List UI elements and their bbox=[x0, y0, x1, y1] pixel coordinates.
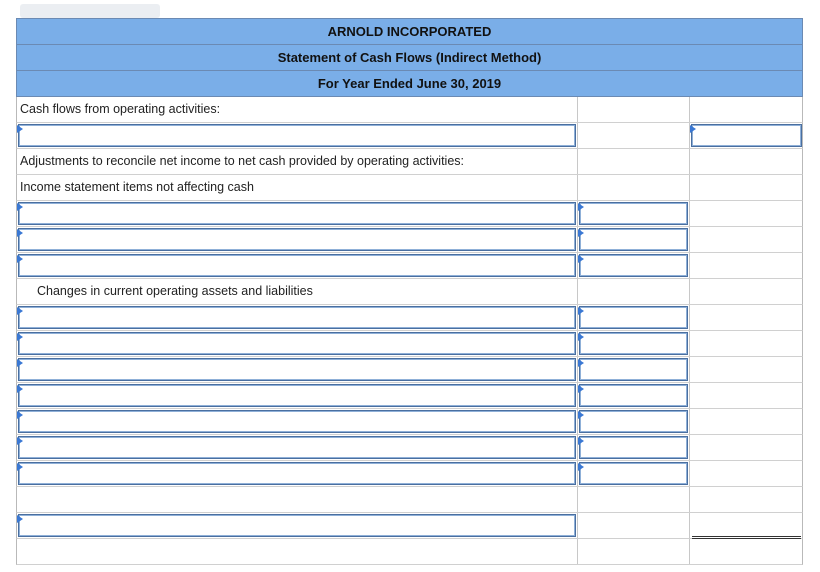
statement-period: For Year Ended June 30, 2019 bbox=[16, 70, 803, 97]
dropdown-arrow-icon[interactable] bbox=[578, 385, 584, 393]
net-income-amount-input[interactable] bbox=[691, 124, 802, 147]
dropdown-arrow-icon[interactable] bbox=[578, 203, 584, 211]
dropdown-arrow-icon[interactable] bbox=[690, 125, 696, 133]
dropdown-arrow-icon[interactable] bbox=[578, 463, 584, 471]
table-row bbox=[16, 97, 803, 123]
adjustment-item-input[interactable] bbox=[18, 202, 576, 225]
table-row bbox=[16, 123, 803, 149]
change-amount-input[interactable] bbox=[579, 410, 688, 433]
dropdown-arrow-icon[interactable] bbox=[578, 437, 584, 445]
dropdown-arrow-icon[interactable] bbox=[17, 229, 23, 237]
table-row bbox=[16, 383, 803, 409]
table-row bbox=[16, 409, 803, 435]
table-row bbox=[16, 461, 803, 487]
dropdown-arrow-icon[interactable] bbox=[578, 359, 584, 367]
change-amount-input[interactable] bbox=[579, 332, 688, 355]
table-row bbox=[16, 227, 803, 253]
table-row bbox=[16, 201, 803, 227]
change-item-input[interactable] bbox=[18, 306, 576, 329]
table-row bbox=[16, 175, 803, 201]
dropdown-arrow-icon[interactable] bbox=[17, 333, 23, 341]
change-item-input[interactable] bbox=[18, 462, 576, 485]
table-row bbox=[16, 279, 803, 305]
adjustment-amount-input[interactable] bbox=[579, 228, 688, 251]
change-item-input[interactable] bbox=[18, 410, 576, 433]
change-item-input[interactable] bbox=[18, 358, 576, 381]
total-rule bbox=[692, 536, 801, 537]
change-item-input[interactable] bbox=[18, 436, 576, 459]
change-amount-input[interactable] bbox=[579, 306, 688, 329]
change-item-input[interactable] bbox=[18, 332, 576, 355]
table-row bbox=[16, 487, 803, 513]
table-row bbox=[16, 357, 803, 383]
table-row bbox=[16, 305, 803, 331]
dropdown-arrow-icon[interactable] bbox=[17, 463, 23, 471]
adjustment-amount-input[interactable] bbox=[579, 254, 688, 277]
change-amount-input[interactable] bbox=[579, 358, 688, 381]
table-row bbox=[16, 149, 803, 175]
dropdown-arrow-icon[interactable] bbox=[17, 203, 23, 211]
net-cash-operating-label-input[interactable] bbox=[18, 514, 576, 537]
net-income-label-input[interactable] bbox=[18, 124, 576, 147]
statement-title: Statement of Cash Flows (Indirect Method) bbox=[16, 44, 803, 70]
table-row bbox=[16, 331, 803, 357]
adjustment-item-input[interactable] bbox=[18, 254, 576, 277]
dropdown-arrow-icon[interactable] bbox=[578, 411, 584, 419]
table-row bbox=[16, 539, 803, 565]
company-name: ARNOLD INCORPORATED bbox=[16, 18, 803, 44]
dropdown-arrow-icon[interactable] bbox=[17, 255, 23, 263]
cash-flow-statement-table bbox=[16, 18, 803, 565]
dropdown-arrow-icon[interactable] bbox=[17, 359, 23, 367]
adjustment-amount-input[interactable] bbox=[579, 202, 688, 225]
dropdown-arrow-icon[interactable] bbox=[578, 229, 584, 237]
change-amount-input[interactable] bbox=[579, 462, 688, 485]
adjustments-label: Adjustments to reconcile net income to net cash provided by operating activities: bbox=[17, 149, 578, 174]
dropdown-arrow-icon[interactable] bbox=[17, 385, 23, 393]
dropdown-arrow-icon[interactable] bbox=[17, 307, 23, 315]
adjustment-item-input[interactable] bbox=[18, 228, 576, 251]
dropdown-arrow-icon[interactable] bbox=[17, 515, 23, 523]
table-row bbox=[16, 253, 803, 279]
dropdown-arrow-icon[interactable] bbox=[578, 307, 584, 315]
change-amount-input[interactable] bbox=[579, 436, 688, 459]
income-statement-items-label: Income statement items not affecting cash bbox=[17, 175, 578, 200]
operating-activities-label: Cash flows from operating activities: bbox=[17, 97, 578, 122]
change-amount-input[interactable] bbox=[579, 384, 688, 407]
dropdown-arrow-icon[interactable] bbox=[578, 255, 584, 263]
dropdown-arrow-icon[interactable] bbox=[578, 333, 584, 341]
changes-label: Changes in current operating assets and liabilities bbox=[17, 279, 578, 304]
dropdown-arrow-icon[interactable] bbox=[17, 125, 23, 133]
table-row bbox=[16, 513, 803, 539]
dropdown-arrow-icon[interactable] bbox=[17, 411, 23, 419]
dropdown-arrow-icon[interactable] bbox=[17, 437, 23, 445]
header-smudge bbox=[20, 4, 160, 18]
table-row bbox=[16, 435, 803, 461]
change-item-input[interactable] bbox=[18, 384, 576, 407]
